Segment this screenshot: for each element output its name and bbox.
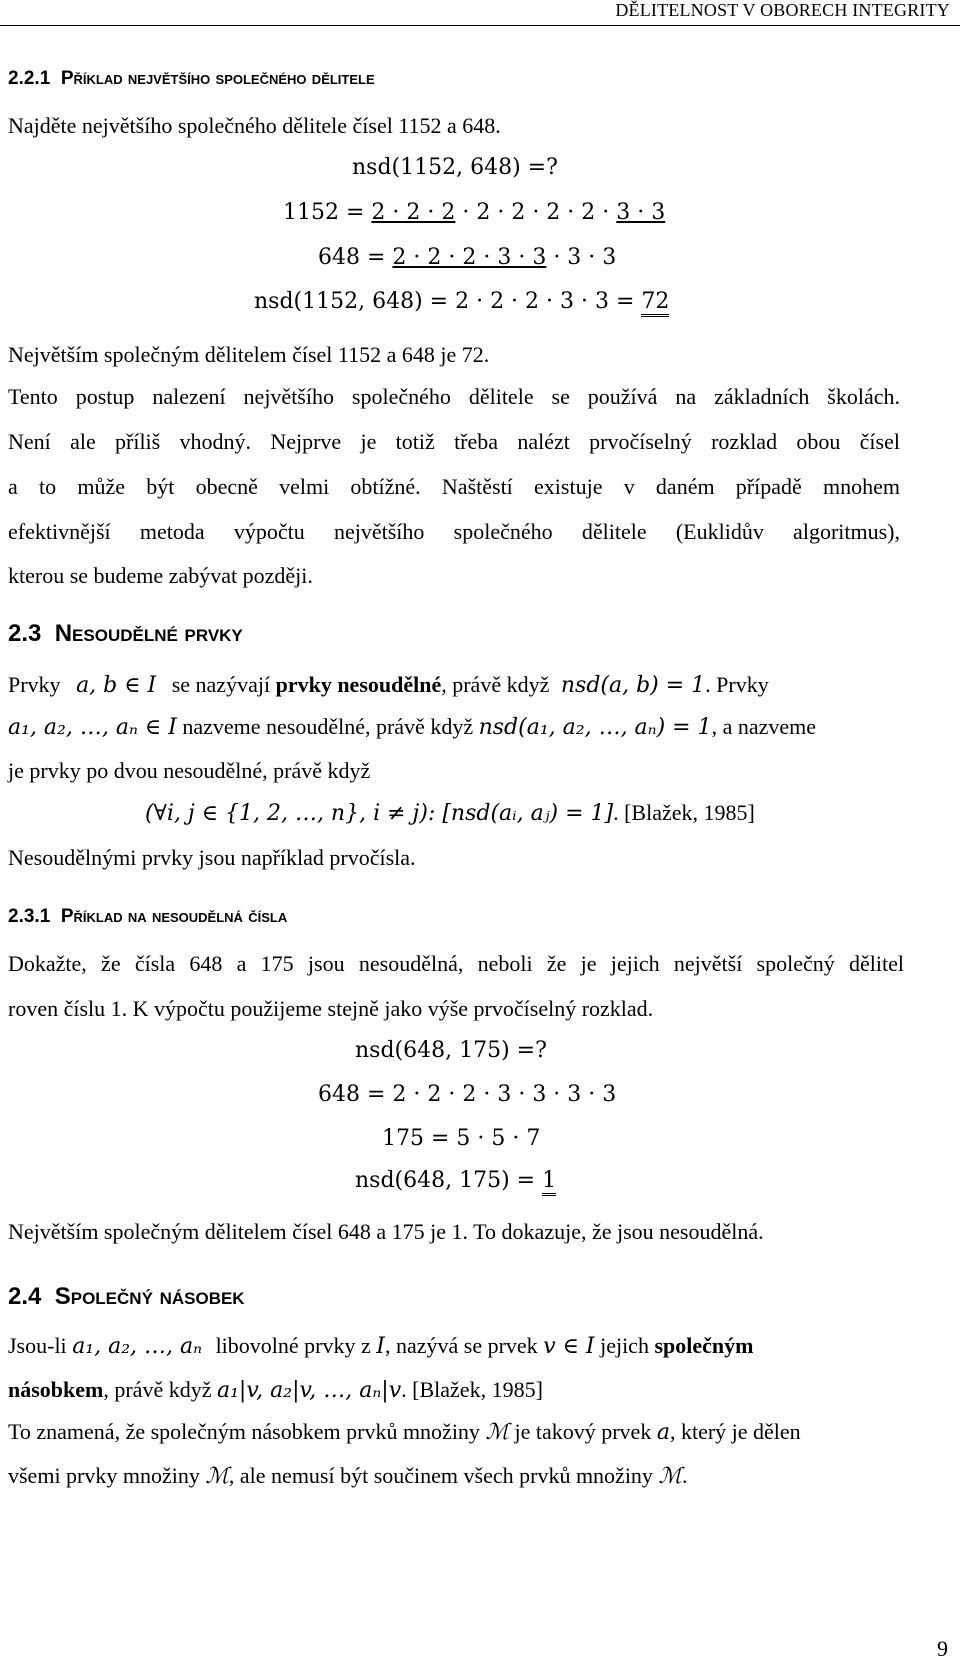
text: se nazývají <box>166 672 276 697</box>
task-text: Najděte největšího společného dělitele čísel 1152 a 648. <box>8 113 501 138</box>
text: všemi prvky množiny <box>8 1463 206 1488</box>
math-formula: (∀i, j ∈ {1, 2, …, n}, i ≠ j): [nsd(aᵢ, aⱼ) = 1] <box>145 801 614 826</box>
text: libovolné prvky z <box>210 1333 377 1358</box>
definition-line-2 <box>8 714 816 740</box>
eq-mid: · 2 · 2 · 2 · 2 · <box>455 200 617 225</box>
paragraph-line: Dokažte, že čísla 648 a 175 jsou nesoudělná, neboli že je jejich největší společný dělitel <box>8 951 904 976</box>
text: . <box>681 1463 688 1488</box>
math-inline: a₁, a₂, …, aₙ ∈ I <box>8 715 177 740</box>
section-number: 2.2.1 <box>8 68 51 89</box>
pairwise-coprime-formula <box>145 800 755 826</box>
text: Prvky <box>8 672 67 697</box>
explanation-line-2 <box>8 1463 687 1489</box>
eq-left: 648 = <box>318 245 393 270</box>
section-title: Společný násobek <box>54 1283 245 1310</box>
text: , který je dělen <box>669 1419 801 1444</box>
equation-1152-factorization <box>283 200 665 225</box>
set-symbol: ℳ <box>658 1464 682 1489</box>
heading-2-3-1 <box>8 906 287 928</box>
bold-term: společným <box>654 1333 754 1358</box>
eq-right: · 3 · 3 <box>546 245 617 270</box>
section-title: Příklad na nesoudělná čísla <box>60 906 288 927</box>
set-symbol: ℳ <box>485 1420 509 1445</box>
bold-term: násobkem <box>8 1377 104 1402</box>
text: , a nazveme <box>711 714 817 739</box>
paragraph-line: Není ale příliš vhodný. Nejprve je totiž třeba nalézt prvočíselný rozklad obou čísel <box>8 429 900 454</box>
math-inline: v ∈ I <box>543 1334 595 1359</box>
citation: . [Blažek, 1985] <box>613 800 755 825</box>
math-inline: a, b ∈ I <box>76 673 157 698</box>
text: , nazývá se prvek <box>384 1333 544 1358</box>
eq-underlined-factors: 2 · 2 · 2 · 3 · 3 <box>392 245 547 270</box>
eq-underlined-factors: 3 · 3 <box>616 200 666 225</box>
text: Jsou-li <box>8 1333 73 1358</box>
text: , právě když <box>441 672 555 697</box>
text: , právě když <box>103 1377 217 1402</box>
explanation-line-1 <box>8 1419 801 1445</box>
paragraph-line: Tento postup nalezení největšího společného dělitele se používá na základních školách. <box>8 384 900 409</box>
math-inline: a <box>656 1420 670 1445</box>
eq-result-double-underlined: 1 <box>542 1168 556 1196</box>
paragraph-line: a to může být obecně velmi obtížné. Naštěstí existuje v daném případě mnohem <box>8 474 900 499</box>
equation-175-factorization: 175 = 5 · 5 · 7 <box>382 1126 541 1151</box>
heading-2-2-1 <box>8 68 375 90</box>
heading-2-4 <box>8 1283 245 1311</box>
bold-term: prvky nesoudělné <box>275 672 442 697</box>
math-inline: nsd(a₁, a₂, …, aₙ) = 1 <box>478 715 712 740</box>
section-number: 2.4 <box>8 1283 42 1310</box>
math-inline: a₁|v, a₂|v, …, aₙ|v <box>216 1378 402 1403</box>
eq-left: 1152 = <box>283 200 372 225</box>
eq-underlined-factors: 2 · 2 · 2 <box>371 200 456 225</box>
citation: . [Blažek, 1985] <box>401 1377 543 1402</box>
result-sentence: Největším společným dělitelem čísel 648 a 175 je 1. To dokazuje, že jsou nesoudělná. <box>8 1219 764 1244</box>
paragraph-line: kterou se budeme zabývat později. <box>8 563 313 588</box>
text: To znamená, že společným násobkem prvků množiny <box>8 1419 486 1444</box>
text: nazveme nesoudělné, právě když <box>176 714 479 739</box>
definition-line-3: je prvky po dvou nesoudělné, právě když <box>8 758 371 783</box>
paragraph-line: efektivnější metoda výpočtu největšího společného dělitele (Euklidův algoritmus), <box>8 519 900 544</box>
math-inline: a₁, a₂, …, aₙ <box>72 1334 203 1359</box>
example-sentence: Nesoudělnými prvky jsou například prvočísla. <box>8 845 416 870</box>
section-title: Příklad největšího společného dělitele <box>60 68 375 89</box>
eq-left: nsd(1152, 648) = 2 · 2 · 2 · 3 · 3 = <box>254 289 642 314</box>
eq-left: nsd(648, 175) = <box>355 1168 543 1193</box>
paragraph-line: roven číslu 1. K výpočtu použijeme stejně jako výše prvočíselný rozklad. <box>8 996 654 1021</box>
text: , ale nemusí být součinem všech prvků množiny <box>228 1463 659 1488</box>
set-symbol: ℳ <box>205 1464 229 1489</box>
equation-nsd-question: nsd(1152, 648) =? <box>352 155 558 180</box>
header-rule <box>0 25 960 26</box>
section-number: 2.3.1 <box>8 906 51 927</box>
equation-nsd-result <box>355 1168 556 1193</box>
equation-648-factorization <box>318 245 616 270</box>
result-sentence: Největším společným dělitelem čísel 1152 a 648 je 72. <box>8 342 490 367</box>
text: je takový prvek <box>508 1419 657 1444</box>
running-header: DĚLITELNOST V OBORECH INTEGRITY <box>615 0 950 20</box>
heading-2-3 <box>8 620 243 648</box>
definition-line-1 <box>8 672 904 698</box>
text: . Prvky <box>705 672 769 697</box>
page-number: 9 <box>937 1636 948 1661</box>
equation-nsd-question: nsd(648, 175) =? <box>355 1038 547 1063</box>
text: jejich <box>594 1333 655 1358</box>
math-inline: I <box>376 1334 385 1359</box>
section-title: Nesoudělné prvky <box>54 620 243 647</box>
section-number: 2.3 <box>8 620 42 647</box>
math-inline: nsd(a, b) = 1 <box>560 673 706 698</box>
equation-nsd-result <box>254 289 669 314</box>
definition-line-2 <box>8 1377 543 1403</box>
definition-line-1 <box>8 1333 904 1359</box>
equation-648-factorization: 648 = 2 · 2 · 2 · 3 · 3 · 3 · 3 <box>318 1082 617 1107</box>
eq-result-double-underlined: 72 <box>641 289 669 317</box>
